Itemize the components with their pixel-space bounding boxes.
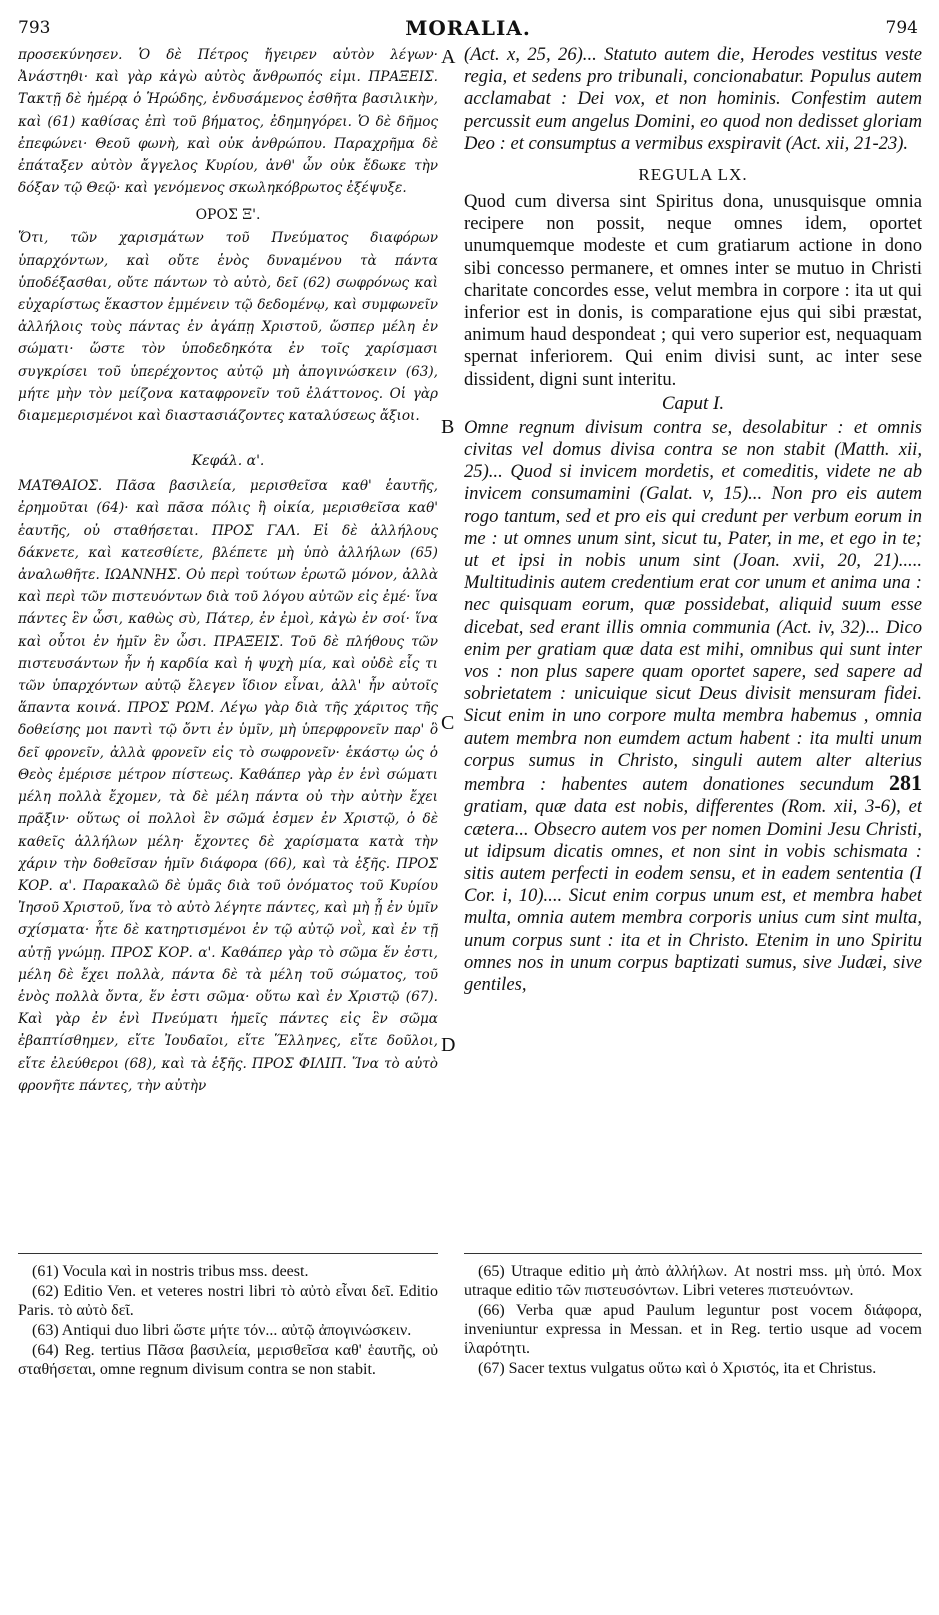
greek-column [18,44,438,1254]
latin-rule-heading: REGULA LX. [638,165,748,185]
running-title: MORALIA. [405,16,531,40]
footnote-66: (66) Verba quæ apud Paulum leguntur post vocem διάφορα, inveniuntur expressa in Messan. et in Reg. tertio usque ad vocem ἱλαρότητι. [464,1302,922,1357]
footnotes-left [18,1262,438,1380]
footnote-67: (67) Sacer textus vulgatus οὕτω καὶ ὁ Χριστός, ita et Christus. [478,1360,877,1377]
margin-letter-b: B [441,416,455,438]
footnote-divider-right [464,1253,922,1254]
latin-paragraph-2: Quod cum diversa sint Spiritus dona, unusquisque omnia recipere non possit, neque omnes idem, oportet unumquemque modeste et cum gratiarum actione in dono sibi concesso permanere, et omnes inter se mutuo in Christi charitate concordes esse, velut membra in corpore : ita ut qui inferior est in donis, is comparatione ejus qui sibi præstat, animum haud despondeat ; qui vero superior est, nequaquam spernat inferiorem. Qui enim divisi sunt, ac inter sese dissident, digni sunt interitu. [464,191,922,390]
page-number-right: 794 [885,18,918,38]
latin-column [464,44,922,1254]
greek-paragraph-1: προσεκύνησεν. Ὁ δὲ Πέτρος ἤγειρεν αὐτὸν λέγων· Ἀνάστηθι· καὶ γὰρ κἀγὼ αὐτὸς ἄνθρωπός εἰμι. ΠΡΑΞΕΙΣ. Τακτῇ δὲ ἡμέρᾳ ὁ Ἡρώδης, ἐνδυσάμενος ἐσθῆτα βασιλικὴν, καὶ (61) καθίσας ἐπὶ τοῦ βήματος, ἐδημηγόρει. Ὁ δὲ δῆμος ἐπεφώνει· Θεοῦ φωνὴ, καὶ οὐκ ἀνθρώπου. Παραχρῆμα δὲ ἐπάταξεν αὐτὸν ἄγγελος Κυρίου, ἀνθ' ὧν οὐκ ἔδωκε τὴν δόξαν τῷ Θεῷ· καὶ γενόμενος σκωληκόβρωτος ἐξέψυξε. [18,47,438,197]
greek-rule-heading: ΟΡΟΣ Ξ'. [195,207,261,224]
latin-paragraph-3a: Omne regnum divisum contra se, desolabitur : et omnis civitas vel domus divisa contra se non stabit (Matth. xii, 25)... Quod si invicem mordetis, et comeditis, videte ne ab invicem consumamini (Galat. v, 15)... Non pro eis autem rogo tantum, sed et pro eis qui credunt per verbum eorum in me : ut omnes unum sint, sicut tu, Pater, in me, et ego in te; ut et ipsi in nobis unum sint (Joan. xvii, 20, 21)..... Multitudinis autem credentium erat cor unum et anima una : nec quisquam eorum, quæ possidebat, aliquid suum esse dicebat, sed erant illis omnia communia (Act. iv, 32)... Dico enim per gratiam quæ data est mihi, omnibus qui sunt inter vos : non plus sapere quam oportet sapere, sed sapere ad sobrietatem : unicuique sicut Deus divisit mensuram fidei. Sicut enim in uno corpore multa membra habemus , omnia autem membra non eumdem actum habent : ita multi unum corpus sumus in Christo, singuli autem alter alterius membra : habentes autem donationes secundum [464,416,922,796]
running-header [18,14,918,42]
latin-paragraph-1: (Act. x, 25, 26)... Statuto autem die, Herodes vestitus veste regia, et sedens pro tribunali, concionabatur. Populus autem acclamabat : Dei vox, et non hominis. Confestim autem percussit eum angelus Domini, eo quod non dedisset gloriam Deo : et consumptus a vermibus exspiravit (Act. xii, 21-23). [464,44,922,154]
footnote-63: (63) Antiqui duo libri ὥστε μήτε τόν... αὐτῷ ἀπογινώσκειν. [32,1322,412,1339]
latin-chapter-heading: Caput I. [661,392,725,414]
footnote-divider-left [18,1253,438,1254]
footnote-62: (62) Editio Ven. et veteres nostri libri τὸ αὐτὸ εἶναι δεῖ. Editio Paris. τὸ αὐτὸ δεῖ. [18,1283,438,1319]
margin-letter-d: D [441,1034,456,1056]
greek-paragraph-3: ΜΑΤΘΑΙΟΣ. Πᾶσα βασιλεία, μερισθεῖσα καθ' ἑαυτῆς, ἐρημοῦται (64)· καὶ πᾶσα πόλις ἢ οἰκία, μερισθεῖσα καθ' ἑαυτῆς, οὐ σταθήσεται. ΠΡΟΣ ΓΑΛ. Εἰ δὲ ἀλλήλους δάκνετε, καὶ κατεσθίετε, βλέπετε μὴ ὑπὸ ἀλλήλων (65) ἀναλωθῆτε. ΙΩΑΝΝΗΣ. Οὐ περὶ τούτων ἐρωτῶ μόνον, ἀλλὰ καὶ περὶ τῶν πιστευόντων διὰ τοῦ λόγου αὐτῶν εἰς ἐμέ· ἵνα πάντες ἓν ὦσι, καθὼς σὺ, Πάτερ, ἐν ἐμοὶ, κἀγὼ ἐν σοί· ἵνα καὶ οὗτοι ἐν ἡμῖν ἓν ὦσι. ΠΡΑΞΕΙΣ. Τοῦ δὲ πλήθους τῶν πιστευσάντων ἦν ἡ καρδία καὶ ἡ ψυχὴ μία, καὶ οὐδὲ εἷς τι τῶν ὑπαρχόντων αὐτῷ ἔλεγεν ἴδιον εἶναι, ἀλλ' ἦν αὐτοῖς ἅπαντα κοινά. ΠΡΟΣ ΡΩΜ. Λέγω γὰρ διὰ τῆς χάριτος τῆς δοθείσης μοι παντὶ τῷ ὄντι ἐν ὑμῖν, μὴ ὑπερφρονεῖν παρ' ὃ δεῖ φρονεῖν, ἀλλὰ φρονεῖν εἰς τὸ σωφρονεῖν· ἑκάστῳ ὡς ὁ Θεὸς ἐμέρισε μέτρον πίστεως. Καθάπερ γὰρ ἐν ἑνὶ σώματι μέλη πολλὰ ἔχομεν, τὰ δὲ μέλη πάντα οὐ τὴν αὐτὴν ἔχει πρᾶξιν· οὕτως οἱ πολλοὶ ἓν σῶμά ἐσμεν ἐν Χριστῷ, ὁ δὲ καθεῖς ἀλλήλων μέλη· ἔχοντες δὲ χαρίσματα κατὰ τὴν χάριν τὴν δοθεῖσαν ἡμῖν διάφορα (66), καὶ τὰ ἑξῆς. ΠΡΟΣ ΚΟΡ. α'. Παρακαλῶ δὲ ὑμᾶς διὰ τοῦ ὀνόματος τοῦ Κυρίου Ἰησοῦ Χριστοῦ, ἵνα τὸ αὐτὸ λέγητε πάντες, καὶ μὴ ᾖ ἐν ὑμῖν σχίσματα· ἦτε δὲ κατηρτισμένοι ἐν τῷ αὐτῷ νοῒ, καὶ ἐν τῇ αὐτῇ γνώμῃ. ΠΡΟΣ ΚΟΡ. α'. Καθάπερ γὰρ τὸ σῶμα ἕν ἐστι, μέλη δὲ ἔχει πολλὰ, πάντα δὲ τὰ μέλη τοῦ σώματος, τοῦ ἑνὸς πολλὰ ὄντα, ἕν ἐστι σῶμα· οὕτω καὶ ἐν Χριστῷ (67). Καὶ γὰρ ἐν ἑνὶ Πνεύματι ἡμεῖς πάντες εἰς ἓν σῶμα ἐβαπτίσθημεν, εἴτε Ἰουδαῖοι, εἴτε Ἕλληνες, εἴτε δοῦλοι, εἴτε ἐλεύθεροι (68), καὶ τὰ ἑξῆς. ΠΡΟΣ ΦΙΛΙΠ. Ἵνα τὸ αὐτὸ φρονῆτε πάντες, τὴν αὐτὴν [18,478,438,1094]
footnote-64: (64) Reg. tertius Πᾶσα βασιλεία, μερισθεῖσα καθ' ἑαυτῆς, οὐ σταθήσεται, omne regnum divisum contra se non stabit. [18,1342,438,1378]
margin-letter-a: A [441,46,456,68]
greek-chapter-heading: Κεφάλ. α'. [191,453,265,470]
greek-paragraph-2: Ὅτι, τῶν χαρισμάτων τοῦ Πνεύματος διαφόρων ὑπαρχόντων, καὶ οὔτε ἑνὸς δυναμένου τὰ πάντα ὑποδέξασθαι, οὔτε πάντων τὸ αὐτὸ, δεῖ (62) σωφρόνως καὶ εὐχαρίστως ἕκαστον ἐμμένειν τῷ δεδομένῳ, καὶ συμφωνεῖν ἀλλήλοις τοὺς πάντας ἐν ἀγάπῃ Χριστοῦ, ὥσπερ μέλη ἐν σώματι· ὥστε τὸν ὑποδεδηκότα ἐν τοῖς χαρίσμασι συγκρίσει τοῦ ὑπερέχοντος αὐτῷ μὴ ἀπογινώσκειν (63), μήτε μὴν τὸν μείζονα καταφρονεῖν τοῦ ἐλάττονος. Οἱ γὰρ διαμεμερισμένοι καὶ διαστασιάζοντες καταλύσεως ἄξιοι. [18,230,438,425]
footnotes-right [464,1262,922,1379]
footnote-61: (61) Vocula καὶ in nostris tribus mss. deest. [32,1263,309,1280]
latin-paragraph-3b: gratiam, quæ data est nobis, differentes (Rom. xii, 3-6), et cætera... Obsecro autem vos per nomen Domini Jesu Christi, ut idipsum dicatis omnes, et non sint in vobis schismata : sitis autem perfecti in eodem sensu, et in eadem sententia (I Cor. i, 10).... Sicut enim corpus unum est, et membra habet multa, omnia autem membra corporis unius cum sint multa, unum corpus sunt : ita et in Christo. Etenim in uno Spiritu omnes nos in unum corpus baptizati sumus, sive Judæi, sive gentiles, [464,796,922,995]
latin-paragraph-3 [464,417,922,996]
page-number-left: 793 [18,18,51,38]
marginal-number: 281 [889,770,922,796]
footnote-65: (65) Utraque editio μὴ ἀπὸ ἀλλήλων. At nostri mss. μὴ ὑπό. Mox utraque editio τῶν πιστευσόντων. Libri veteres πιστευόντων. [464,1263,922,1299]
margin-letter-c: C [441,712,455,734]
